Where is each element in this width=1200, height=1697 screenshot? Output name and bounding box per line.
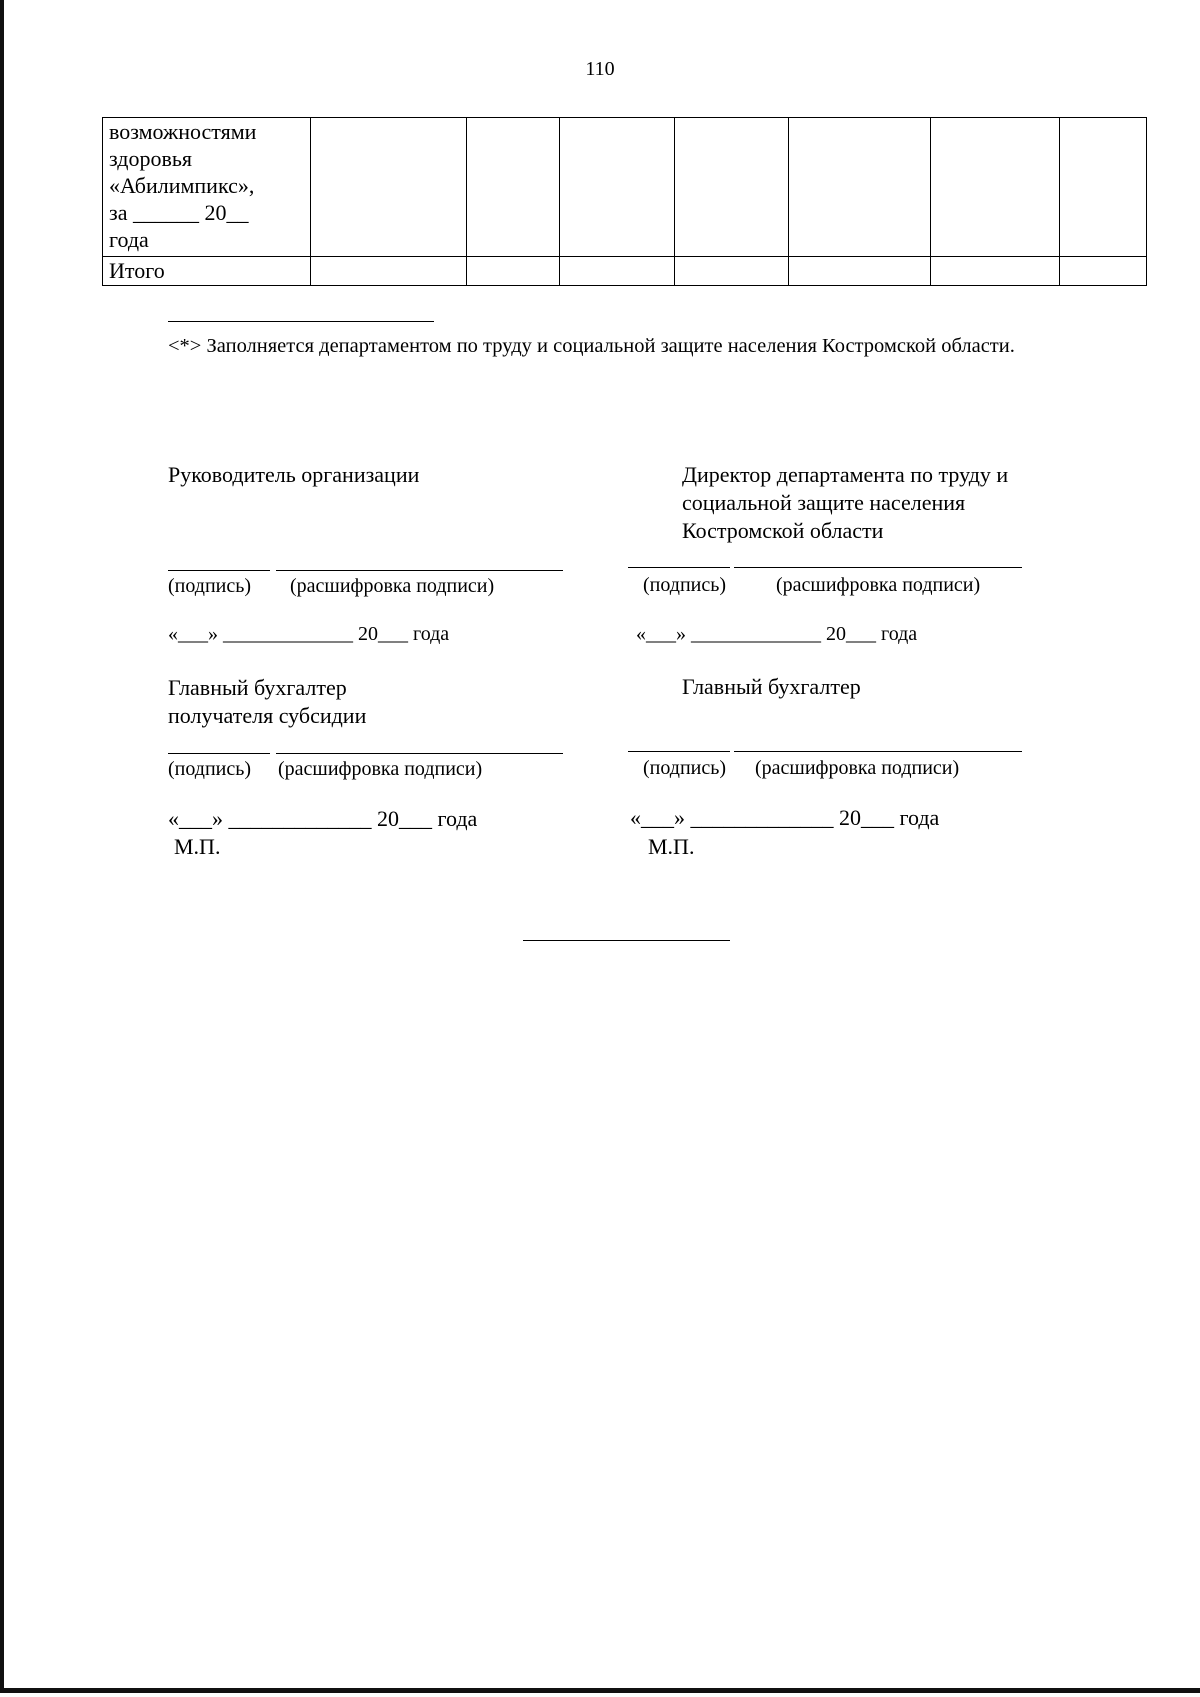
table-cell xyxy=(559,118,674,257)
row-label-line: за ______ 20__ xyxy=(109,200,249,225)
row-label-line: здоровья xyxy=(109,146,193,171)
table-cell xyxy=(310,257,466,286)
table-cell xyxy=(559,257,674,286)
footnote-rule xyxy=(168,321,434,322)
right-sig-caption: (подпись) xyxy=(643,574,727,596)
end-of-document-rule xyxy=(523,940,730,941)
total-label: Итого xyxy=(103,257,311,286)
table-cell xyxy=(466,118,559,257)
table-row xyxy=(103,118,1147,257)
scan-border-left xyxy=(0,0,4,1690)
left-name-line xyxy=(276,570,563,571)
row-label-line: «Абилимпикс», xyxy=(109,173,255,198)
right-date-line: «___» _____________ 20___ года xyxy=(636,623,918,645)
table-cell xyxy=(1060,118,1147,257)
right-stamp: М.П. xyxy=(648,834,695,859)
right-signature-line xyxy=(628,567,730,568)
left-name-caption: (расшифровка подписи) xyxy=(278,758,483,780)
right-accountant-title: Главный бухгалтер xyxy=(682,674,861,699)
table-cell xyxy=(789,257,931,286)
right-head-title: Директор департамента по труду и xyxy=(682,462,1009,487)
left-stamp: М.П. xyxy=(174,834,221,859)
left-accountant-title-2: получателя субсидии xyxy=(168,703,367,728)
table-cell xyxy=(931,118,1060,257)
right-signature-line xyxy=(628,751,730,752)
page-number: 110 xyxy=(585,58,615,80)
table-cell xyxy=(466,257,559,286)
table-cell xyxy=(674,118,789,257)
right-sig-caption: (подпись) xyxy=(643,757,727,779)
footnote: <*> Заполняется департаментом по труду и социальной защите населения Костромской области. xyxy=(168,335,1015,357)
right-name-line xyxy=(734,751,1022,752)
left-sig-caption: (подпись) xyxy=(168,575,252,597)
table-cell-label xyxy=(103,118,311,257)
table-cell xyxy=(789,118,931,257)
table-cell xyxy=(310,118,466,257)
left-date-line: «___» _____________ 20___ года xyxy=(168,806,478,831)
right-head-title-2: социальной защите населения xyxy=(682,490,966,515)
right-name-line xyxy=(734,567,1022,568)
left-signature-line xyxy=(168,570,270,571)
left-date-line: «___» _____________ 20___ года xyxy=(168,623,450,645)
left-name-caption: (расшифровка подписи) xyxy=(290,575,495,597)
left-name-line xyxy=(276,753,563,754)
left-head-title: Руководитель организации xyxy=(168,462,420,487)
left-signature-line xyxy=(168,753,270,754)
data-table xyxy=(102,117,1147,286)
right-head-title-3: Костромской области xyxy=(682,518,884,543)
scan-border-bottom xyxy=(0,1688,1200,1693)
right-name-caption: (расшифровка подписи) xyxy=(776,574,981,596)
table-cell xyxy=(674,257,789,286)
left-accountant-title: Главный бухгалтер xyxy=(168,675,347,700)
left-sig-caption: (подпись) xyxy=(168,758,252,780)
table-row-total xyxy=(103,257,1147,286)
right-date-line: «___» _____________ 20___ года xyxy=(630,805,940,830)
table-cell xyxy=(1060,257,1147,286)
table-cell xyxy=(931,257,1060,286)
row-label-line: года xyxy=(109,227,149,252)
row-label-line: возможностями xyxy=(109,119,257,144)
right-name-caption: (расшифровка подписи) xyxy=(755,757,960,779)
